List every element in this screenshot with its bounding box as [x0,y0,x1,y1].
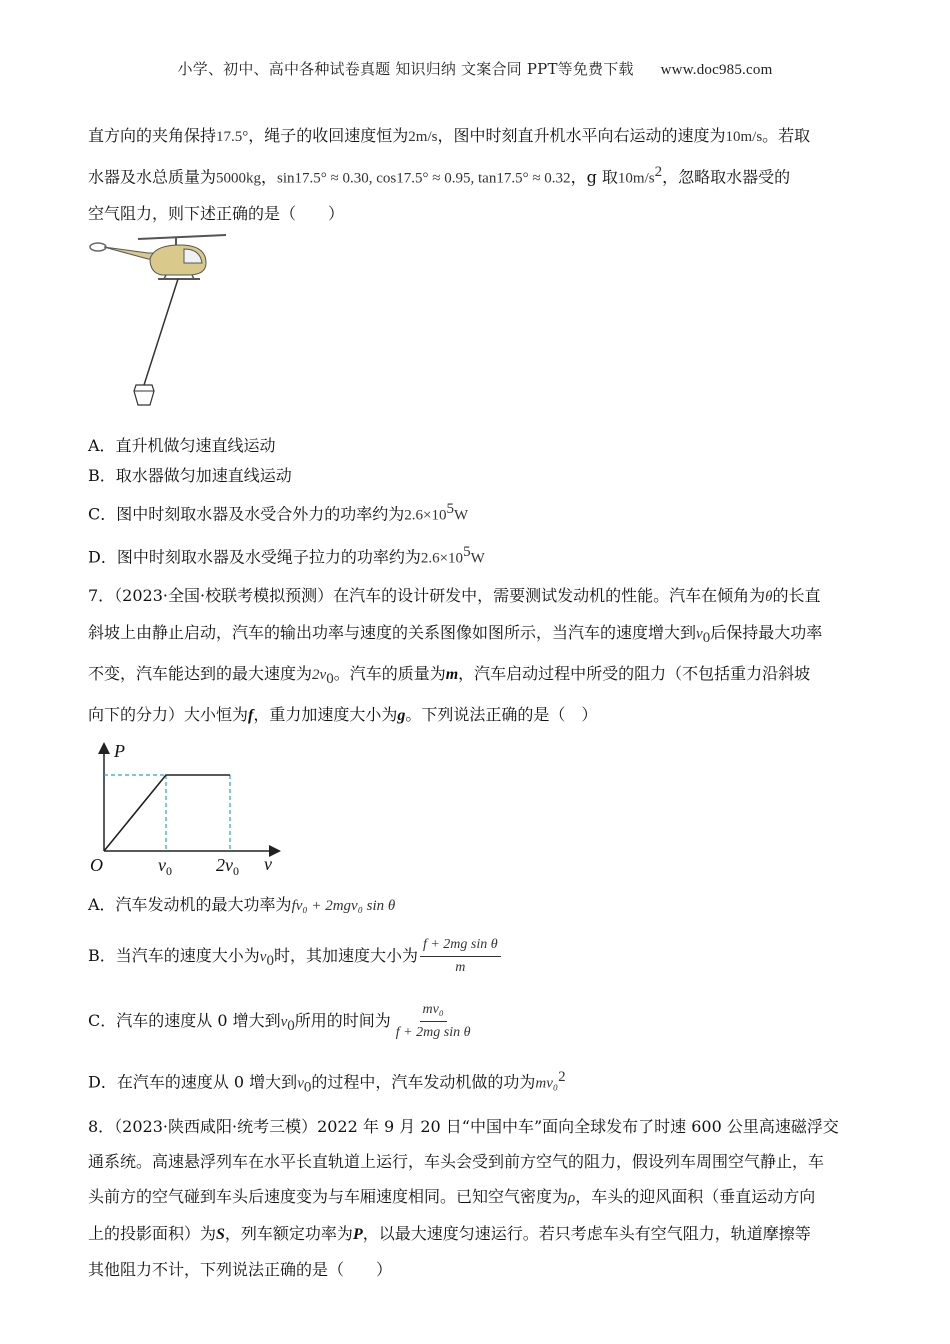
fraction: $\frac{\text{mv₀}}{\text{f + 2mg sin θ}}$ [395,1001,471,1040]
document-body [88,118,868,1287]
q7-line-1: 7．（2023·全国·校联考模拟预测）在汽车的设计研发中，需要测试发动机的性能。汽车在倾角为θ的长直 [88,585,821,605]
origin-label: O [90,855,103,876]
question-7 [88,578,868,1109]
tick-2v0: $2v_0$ [216,855,239,878]
power-curve [104,775,230,851]
q6-line-1: 直方向的夹角保持17.5°，绳子的收回速度恒为2m/s，图中时刻直升机水平向右运动的速度为10m/s。若取 [88,126,811,145]
q6-option-c[interactable]: C．图中时刻取水器及水受合外力的功率约为$2.6\times 10^5W$ [88,501,469,524]
q8-line-3: 头前方的空气碰到车头后速度变为与车厢速度相同。已知空气密度为ρ，车头的迎风面积（垂直运动方向 [88,1187,816,1207]
tick-v0: $v_0$ [158,855,172,878]
power-velocity-graph [88,739,298,877]
q6-options [88,431,868,576]
q7-line-4: 向下的分力）大小恒为f，重力加速度大小为g。下列说法正确的是（ ） [88,705,598,725]
q8-line-5: 其他阻力不计，下列说法正确的是（ ） [88,1260,393,1280]
q7-line-2: 斜坡上由静止启动，汽车的输出功率与速度的关系图像如图所示，当汽车的速度增大到$v_0$后保持最大功率 [88,622,823,647]
helicopter-icon [90,235,226,279]
q6-line-3: 空气阻力，则下述正确的是（ ） [88,204,345,224]
axis-label-v: v [264,854,272,875]
header-text: 小学、初中、高中各种试卷真题 知识归纳 文案合同 PPT等免费下载 [177,60,634,78]
axis-label-p: P [114,741,125,762]
q6-option-b[interactable]: B．取水器做匀加速直线运动 [88,466,292,486]
header-url[interactable]: www.doc985.com [660,62,773,78]
helicopter-figure [88,233,228,413]
q7-option-d[interactable]: D．在汽车的速度从 0 增大到$v_0$的过程中，汽车发动机做的功为mv₀$^2$ [88,1068,566,1096]
q7-option-a[interactable]: A．汽车发动机的最大功率为fv₀ + 2mgv₀ sin θ [88,895,396,915]
q8-line-1: 8．（2023·陕西咸阳·统考三模）2022 年 9 月 20 日“中国中车”面向全球发布了时速 600 公里高速磁浮交 [88,1117,839,1137]
q8-line-4: 上的投影面积）为S，列车额定功率为P，以最大速度匀速运行。若只考虑车头有空气阻力，轨道摩擦等 [88,1224,811,1244]
q6-option-a[interactable]: A．直升机做匀速直线运动 [88,436,276,456]
water-bucket-icon [134,385,154,405]
fraction: $\frac{\text{f + 2mg sin θ}}{m}$ [420,936,501,977]
q7-option-b[interactable]: B．当汽车的速度大小为$v_0$时，其加速度大小为 $\frac{\text{f + 2mg sin θ}}{m}$ [88,926,868,991]
rope [144,279,178,385]
q7-options [88,885,868,1109]
q6-option-d[interactable]: D．图中时刻取水器及水受绳子拉力的功率约为$2.6\times 10^5W$ [88,543,485,566]
page-header [0,58,950,79]
q7-line-3: 不变，汽车能达到的最大速度为$2v_0$。汽车的质量为m，汽车启动过程中所受的阻力（不包括重力沿斜坡 [88,664,811,688]
question-8 [88,1109,868,1287]
q6-line-2: 水器及水总质量为5000kg，sin17.5° ≈ 0.30, cos17.5° ≈ 0.95, tan17.5° ≈ 0.32，g 取$10m/s^2$，忽略取水器受的 [88,164,791,187]
q8-line-2: 通系统。高速悬浮列车在水平长直轨道上运行，车头会受到前方空气的阻力，假设列车周围空气静止，车 [88,1152,825,1172]
q7-option-c[interactable]: C．汽车的速度从 0 增大到$v_0$所用的时间为 $\frac{\text{mv₀}}{\text{f + 2mg sin θ}}$ [88,992,868,1055]
